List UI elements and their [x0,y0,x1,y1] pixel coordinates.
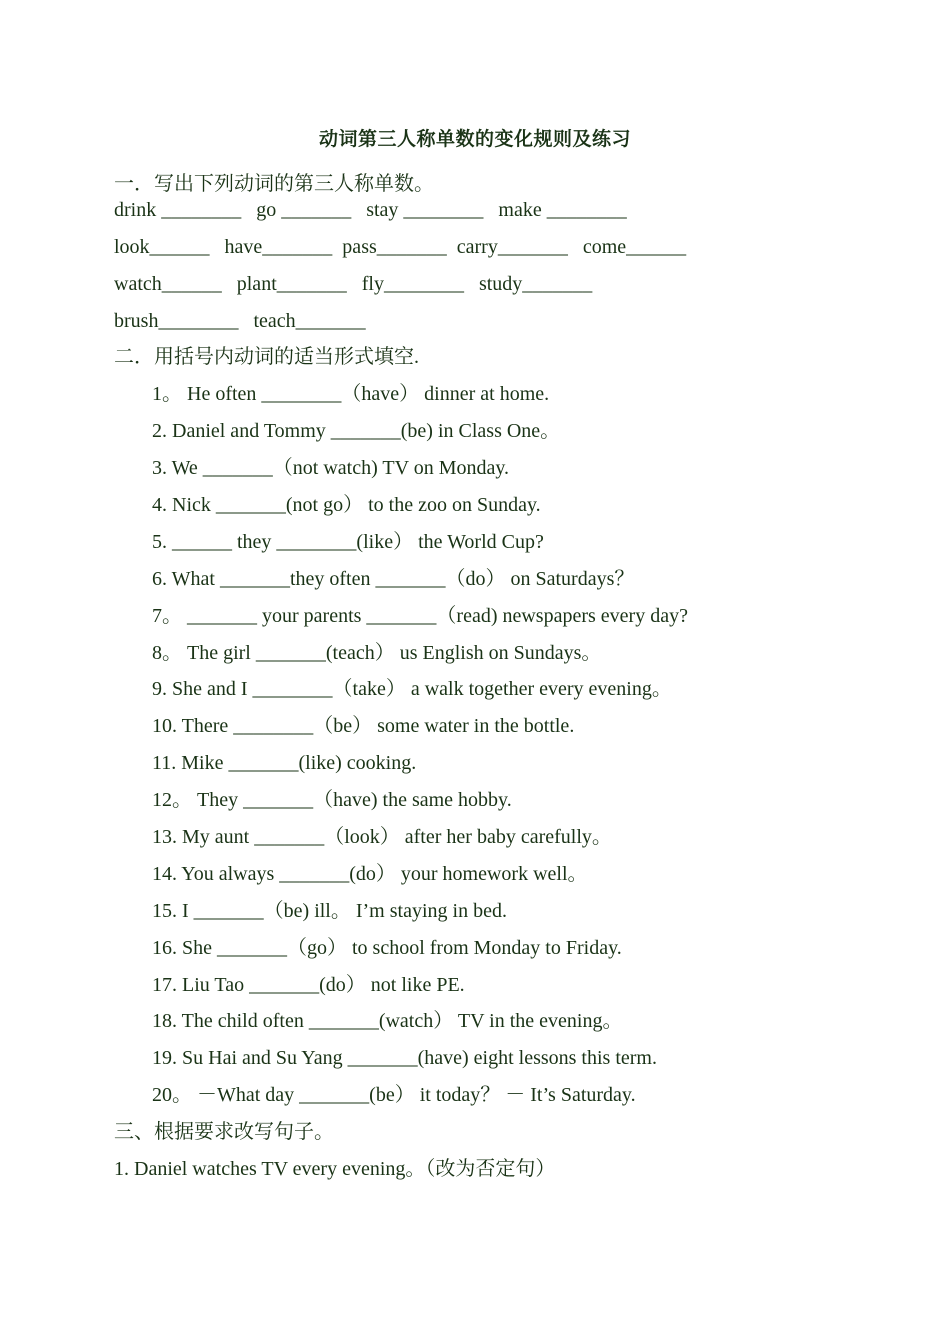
exercise-item: 15. I _______（be) ill。 I’m staying in bed. [152,900,507,922]
exercise-item: 20。 －What day _______(be） it today？ － It’s Saturday. [152,1084,636,1106]
exercise-item: 9. She and I ________（take） a walk together every evening。 [152,678,672,700]
rewrite-item: 1. Daniel watches TV every evening。（改为否定句） [114,1158,556,1180]
exercise-item: 13. My aunt _______（look） after her baby carefully。 [152,826,612,848]
exercise-item: 2. Daniel and Tommy _______(be) in Class One。 [152,420,561,442]
verb-row: look______ have_______ pass_______ carry_______ come______ [114,236,687,258]
exercise-item: 8。 The girl _______(teach） us English on Sundays。 [152,642,602,664]
exercise-item: 10. There ________（be） some water in the bottle. [152,715,575,737]
exercise-item: 12。 They _______（have) the same hobby. [152,789,512,811]
exercise-item: 19. Su Hai and Su Yang _______(have) eight lessons this term. [152,1047,657,1069]
exercise-item: 7。 _______ your parents _______（read) newspapers every day? [152,605,688,627]
exercise-item: 5. ______ they ________(like） the World Cup? [152,531,544,553]
exercise-item: 6. What _______they often _______（do） on Saturdays？ [152,568,635,590]
exercise-item: 1。 He often ________（have） dinner at home. [152,383,550,405]
exercise-item: 11. Mike _______(like) cooking. [152,752,417,774]
page-title: 动词第三人称单数的变化规则及练习 [318,129,631,150]
verb-row: watch______ plant_______ fly________ study_______ [114,273,593,295]
exercise-item: 3. We _______（not watch) TV on Monday. [152,457,510,479]
section1-heading: 一．写出下列动词的第三人称单数。 [114,173,434,195]
verb-row: drink ________ go _______ stay ________ make ________ [114,199,627,221]
exercise-item: 14. You always _______(do） your homework well。 [152,863,588,885]
section2-heading: 二．用括号内动词的适当形式填空. [114,346,419,368]
exercise-item: 17. Liu Tao _______(do） not like PE. [152,974,465,996]
exercise-item: 18. The child often _______(watch） TV in the evening。 [152,1010,623,1032]
section3-heading: 三、根据要求改写句子。 [114,1121,334,1143]
verb-row: brush________ teach_______ [114,310,366,332]
exercise-item: 4. Nick _______(not go） to the zoo on Sunday. [152,494,541,516]
exercise-item: 16. She _______（go） to school from Monday to Friday. [152,937,622,959]
